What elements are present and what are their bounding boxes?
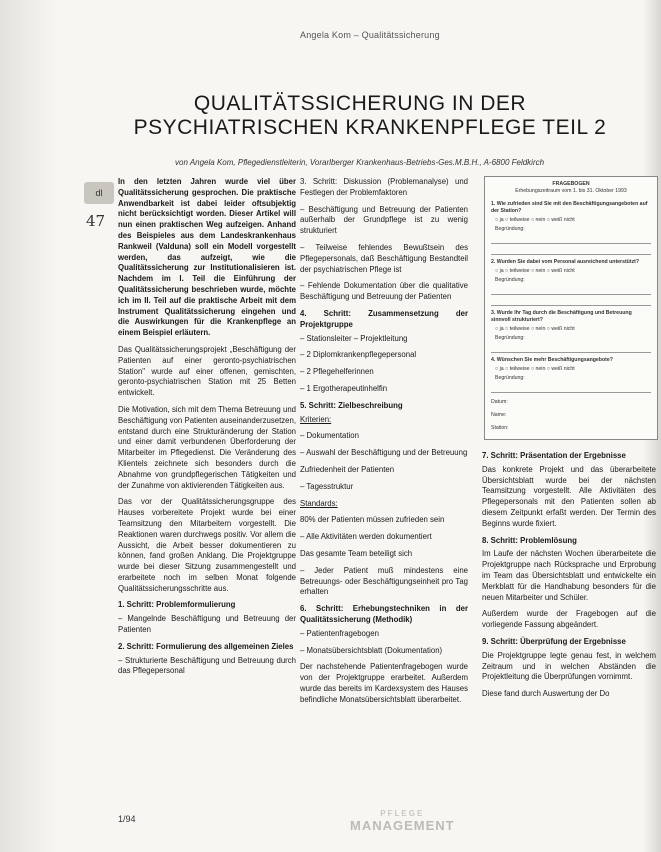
lead-paragraph: In den letzten Jahren wurde viel über Qualitätssicherung gesprochen. Die praktische Anwendbarkeit ist dabei leider oftsubjektig nicht berücksichtigt worden. Dieser Artikel will nun einen praktischen Weg aufzeigen. Anhand des Beispieles aus dem Landeskrankenhaus Rankweil (Valduna) soll ein Modell vorgestellt werden, das aufzeigt, wie die Qualitätssicherung zur Institutionalisieren ist. Nachdem im I. Teil die Einführung der Qualitätssicherung beschrieben wurde, möchte ich im II. Teil auf die praktische Arbeit mit dem Instrument Qualitätssicherung eingehen und die Auswirkungen für die Krankenpflege an einem Beispiel erläutern. xyxy=(118,177,296,338)
paragraph: Der nachstehende Patientenfragebogen wurde von der Projektgruppe erarbeitet. Außerdem wurde das bereits im Kardexsystem des Hauses befindliche Monatsübersichtsblatt überarbeitet. xyxy=(300,662,468,704)
paragraph: – Strukturierte Beschäftigung und Betreuung durch das Pflegepersonal xyxy=(118,655,296,676)
logo-top-text: PFLEGE xyxy=(380,809,425,818)
list-item: Zufriedenheit der Patienten xyxy=(300,464,395,474)
form-options: ○ ja ○ teilweise ○ nein ○ weiß nicht xyxy=(495,366,575,372)
page-number: 1/94 xyxy=(118,814,136,824)
list-item: – Auswahl der Beschäftigung und der Betreuung xyxy=(300,448,468,458)
section-heading: 4. Schritt: Zusammensetzung der Projektgruppe xyxy=(300,308,468,329)
paragraph: – Beschäftigung und Betreuung der Patienten außerhalb der Grundpflege ist zu wenig strukturiert xyxy=(300,204,468,236)
subheading: Kriterien: xyxy=(300,414,332,424)
list-item: – Tagesstruktur xyxy=(300,481,354,491)
list-item: Das gesamte Team beteiligt sich xyxy=(300,548,413,558)
list-item: – Monatsübersichtsblatt (Dokumentation) xyxy=(300,645,443,655)
section-heading: 8. Schritt: Problemlösung xyxy=(482,535,577,545)
form-reason-label: Begründung: xyxy=(495,277,525,283)
form-reason-label: Begründung: xyxy=(495,375,525,381)
list-item: 80% der Patienten müssen zufrieden sein xyxy=(300,515,445,525)
paragraph: – Fehlende Dokumentation über die qualitative Beschäftigung und Betreuung der Patienten xyxy=(300,281,468,302)
list-item: – Jeder Patient muß mindestens eine Betreuungs- oder Beschäftigungseinheit pro Tag erhalten xyxy=(300,565,468,597)
form-options: ○ ja ○ teilweise ○ nein ○ weiß nicht xyxy=(495,326,575,332)
form-options: ○ ja ○ teilweise ○ nein ○ weiß nicht xyxy=(495,268,575,274)
paragraph: Das vor der Qualitätssicherungsgruppe des Hauses vorbereitete Projekt wurde bei einer Teamsitzung den Mitarbeitern vorgestellt. Die Reaktionen waren durchwegs positiv. Vor allem die Aussicht, die Arbeit besser dokumentieren zu können, fand großen Anklang. Die Projektgruppe wurde bei dieser Sitzung zusammengestellt und erarbeitete noch im selben Monat folgende Qualitätssicherungsschritte aus. xyxy=(118,497,296,593)
section-heading: 9. Schritt: Überprüfung der Ergebnisse xyxy=(482,636,626,646)
list-item: – Stationsleiter – Projektleitung xyxy=(300,333,408,343)
form-line xyxy=(491,236,651,244)
list-item: – Alle Aktivitäten werden dokumentiert xyxy=(300,532,432,542)
form-line xyxy=(491,287,651,295)
form-line xyxy=(491,247,651,255)
list-item: – 2 Diplomkrankenpflegepersonal xyxy=(300,350,417,360)
paragraph: – Teilweise fehlendes Bewußtsein des Pflegepersonals, daß Beschäftigung Bestandteil der psychiatrischen Pflege ist xyxy=(300,242,468,274)
subheading: Standards: xyxy=(300,498,338,508)
form-title: FRAGEBOGEN xyxy=(552,181,590,187)
list-item: – Patientenfragebogen xyxy=(300,628,379,638)
paragraph: Die Motivation, sich mit dem Thema Betreuung und Beschäftigung von Patienten auseinanderzusetzen, entstand durch eine Strukturänderung der Station und einer damit verbundenen Überforderung der Mitarbeiter im Pflegedienst. Die Veränderung des Klientels zeichnete sich besonders durch die Abnahme von grundpflegerischen Tätigkeiten und der Zunahme von aktivierenden Tätigkeiten aus. xyxy=(118,404,296,490)
page-binding-shadow xyxy=(0,0,58,852)
paragraph: – Mangelnde Beschäftigung und Betreuung der Patienten xyxy=(118,614,296,635)
section-heading: 2. Schritt: Formulierung des allgemeinen Zieles xyxy=(118,641,294,651)
margin-tab: dl xyxy=(84,182,114,204)
list-item: – 2 Pflegehelferinnen xyxy=(300,367,374,377)
form-line xyxy=(491,345,651,353)
form-options: ○ ja ○ teilweise ○ nein ○ weiß nicht xyxy=(495,217,575,223)
form-line xyxy=(491,298,651,306)
form-question: 3. Wurde Ihr Tag durch die Beschäftigung und Betreuung sinnvoll strukturiert? xyxy=(491,310,632,323)
form-reason-label: Begründung: xyxy=(495,226,525,232)
article-title-line2: PSYCHIATRISCHEN KRANKENPFLEGE TEIL 2 xyxy=(133,116,607,139)
form-question: 2. Wurden Sie dabei vom Personal ausreichend unterstützt? xyxy=(491,259,640,265)
form-line xyxy=(491,385,651,393)
section-heading: 5. Schritt: Zielbeschreibung xyxy=(300,400,403,410)
paragraph: Im Laufe der nächsten Wochen überarbeitete die Projektgruppe nach Rücksprache und Erprobung im Team das Übersichtsblatt und entwickelte ein Merkblatt für die Handhabung besonders für die neuen Mitarbeiter und Schüler. xyxy=(482,549,656,602)
form-station-label: Station: xyxy=(491,425,509,431)
column-2 xyxy=(300,177,468,711)
questionnaire-form xyxy=(484,176,658,440)
running-head: Angela Kom – Qualitätssicherung xyxy=(300,30,440,40)
paragraph: Die Projektgruppe legte genau fest, in welchem Zeitraum und in welchen Abständen die Projektleitung die Überprüfungen vornimmt. xyxy=(482,650,656,682)
list-item: – 1 Ergotherapeutinhelfin xyxy=(300,383,388,393)
section-heading: 6. Schritt: Erhebungstechniken in der Qualitätssicherung (Methodik) xyxy=(300,604,468,624)
form-reason-label: Begründung: xyxy=(495,335,525,341)
paragraph: 3. Schritt: Diskussion (Problemanalyse) und Festlegen der Problemfaktoren xyxy=(300,177,468,197)
logo-bottom-text: MANAGEMENT xyxy=(350,818,455,833)
form-name-label: Name: xyxy=(491,412,507,418)
form-date-label: Datum: xyxy=(491,399,508,405)
paragraph: Diese fand durch Auswertung der Do xyxy=(482,689,610,699)
handwritten-note: 47 xyxy=(86,212,106,230)
paragraph: Das Qualitätssicherungsprojekt „Beschäftigung der Patienten auf einer geronto-psychiatrischen Station" wurde auf einer offenen, gemischten, geronto-psychiatrischen Station mit 25 Betten entwickelt. xyxy=(118,344,296,398)
list-item: – Dokumentation xyxy=(300,431,359,441)
form-question: 1. Wie zufrieden sind Sie mit den Beschäftigungsangeboten auf der Station? xyxy=(491,201,648,214)
section-heading: 1. Schritt: Problemformulierung xyxy=(118,600,236,610)
byline: von Angela Kom, Pflegedienstleiterin, Vorarlberger Krankenhaus-Betriebs-Ges.M.B.H., A-6800 Feldkirch xyxy=(175,158,545,167)
article-title-line1: QUALITÄTSSICHERUNG IN DER xyxy=(193,92,527,115)
magazine-logo xyxy=(350,810,455,833)
form-subtitle: Erhebungszeitraum vom 1. bis 31. Oktober 1993 xyxy=(515,188,627,194)
column-1 xyxy=(118,177,296,683)
paragraph: Das konkrete Projekt und das überarbeitete Übersichtsblatt wurde bei der nächsten Teamsitzung vorgestellt. Alle Aktivitäten des Pflegepersonals mit den Patienten sollen ab diesem Zeitpunkt erfaßt werden. Der Termin des Beginns wurde fixiert. xyxy=(482,464,656,528)
column-3 xyxy=(482,447,656,706)
form-question: 4. Wünschen Sie mehr Beschäftigungsangebote? xyxy=(491,357,613,363)
paragraph: Außerdem wurde der Fragebogen auf die vorliegende Fassung abgeändert. xyxy=(482,609,656,630)
section-heading: 7. Schritt: Präsentation der Ergebnisse xyxy=(482,451,626,460)
